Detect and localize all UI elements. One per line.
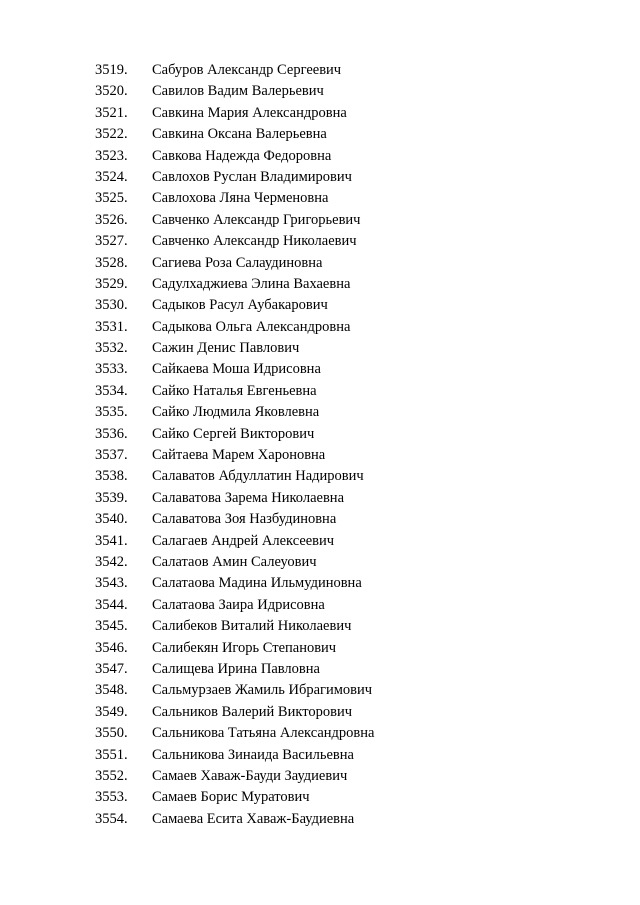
entry-number: 3530. [95,297,128,314]
entry-name: Самаева Есита Хаваж-Баудиевна [152,810,355,827]
list-item [95,274,575,295]
entry-name: Сайко Наталья Евгеньевна [152,382,317,399]
list-item [95,638,575,659]
entry-number: 3536. [95,425,128,442]
list-item [95,723,575,744]
entry-name: Садулхаджиева Элина Вахаевна [152,275,351,292]
entry-name: Сайко Сергей Викторович [152,425,315,442]
entry-name: Савкина Оксана Валерьевна [152,126,327,143]
entry-name: Сальмурзаев Жамиль Ибрагимович [152,682,373,699]
list-item [95,402,575,423]
entry-number: 3535. [95,404,128,421]
entry-name: Садыков Расул Аубакарович [152,297,328,314]
entry-name: Савченко Александр Григорьевич [152,211,361,228]
entry-name: Самаев Хаваж-Бауди Заудиевич [152,767,348,784]
entry-number: 3552. [95,767,128,784]
list-item [95,445,575,466]
entry-name: Салаватов Абдуллатин Надирович [152,468,364,485]
entry-name: Сайко Людмила Яковлевна [152,404,320,421]
entry-number: 3549. [95,703,128,720]
entry-number: 3553. [95,789,128,806]
entry-number: 3541. [95,532,128,549]
list-item [95,616,575,637]
entry-name: Салатаов Амин Салеуович [152,553,317,570]
entry-number: 3538. [95,468,128,485]
list-item [95,745,575,766]
list-item [95,466,575,487]
entry-name: Сайкаева Моша Идрисовна [152,361,321,378]
entry-number: 3523. [95,147,128,164]
list-item [95,552,575,573]
entry-name: Савченко Александр Николаевич [152,233,357,250]
entry-number: 3520. [95,83,128,100]
entry-number: 3529. [95,275,128,292]
entry-number: 3533. [95,361,128,378]
entry-name: Салибекян Игорь Степанович [152,639,337,656]
entry-name: Самаев Борис Муратович [152,789,310,806]
list-item [95,381,575,402]
entry-number: 3543. [95,575,128,592]
list-item [95,210,575,231]
list-item [95,809,575,830]
entry-number: 3550. [95,725,128,742]
entry-number: 3528. [95,254,128,271]
list-item [95,359,575,380]
list-item [95,702,575,723]
entry-name: Салаватова Зоя Назбудиновна [152,511,337,528]
list-item [95,766,575,787]
entry-number: 3526. [95,211,128,228]
entry-name: Савкова Надежда Федоровна [152,147,332,164]
entry-name: Савлохова Ляна Черменовна [152,190,329,207]
list-item [95,253,575,274]
entry-name: Савлохов Руслан Владимирович [152,168,352,185]
entry-number: 3522. [95,126,128,143]
entry-name: Сабуров Александр Сергеевич [152,62,342,78]
entry-name: Садыкова Ольга Александровна [152,318,351,335]
list-item [95,124,575,145]
list-item [95,146,575,167]
list-item [95,531,575,552]
entry-number: 3539. [95,489,128,506]
entry-name: Салаватова Зарема Николаевна [152,489,345,506]
entry-name: Сальников Валерий Викторович [152,703,353,720]
entry-number: 3544. [95,596,128,613]
list-item [95,595,575,616]
list-item [95,659,575,680]
entry-name: Сальникова Зинаида Васильевна [152,746,354,763]
entry-number: 3542. [95,553,128,570]
entry-number: 3540. [95,511,128,528]
entry-number: 3537. [95,447,128,464]
entry-number: 3534. [95,382,128,399]
entry-name: Сажин Денис Павлович [152,340,300,357]
list-item [95,167,575,188]
entry-number: 3527. [95,233,128,250]
list-item [95,573,575,594]
entry-number: 3546. [95,639,128,656]
entry-number: 3524. [95,168,128,185]
entry-name: Салибеков Виталий Николаевич [152,618,352,635]
entry-name: Салатаова Мадина Ильмудиновна [152,575,362,592]
list-item [95,188,575,209]
entry-name: Сагиева Роза Салаудиновна [152,254,323,271]
entry-number: 3521. [95,104,128,121]
list-item [95,231,575,252]
entry-name: Салищева Ирина Павловна [152,660,320,677]
list-item [95,424,575,445]
entry-number: 3519. [95,62,128,78]
entry-number: 3525. [95,190,128,207]
list-item [95,787,575,808]
entry-name: Салатаова Заира Идрисовна [152,596,325,613]
list-item [95,81,575,102]
list-item [95,317,575,338]
entry-number: 3554. [95,810,128,827]
entry-name: Сальникова Татьяна Александровна [152,725,375,742]
entry-name: Салагаев Андрей Алексеевич [152,532,335,549]
entry-name: Сайтаева Марем Хароновна [152,447,326,464]
entry-number: 3547. [95,660,128,677]
list-item [95,488,575,509]
entry-name: Савилов Вадим Валерьевич [152,83,324,100]
entry-number: 3551. [95,746,128,763]
entry-number: 3545. [95,618,128,635]
list-item [95,509,575,530]
entry-name: Савкина Мария Александровна [152,104,347,121]
name-list [95,60,575,830]
list-item [95,338,575,359]
list-item [95,103,575,124]
list-item [95,60,575,81]
entry-number: 3531. [95,318,128,335]
entry-number: 3548. [95,682,128,699]
list-item [95,680,575,701]
list-item [95,295,575,316]
entry-number: 3532. [95,340,128,357]
